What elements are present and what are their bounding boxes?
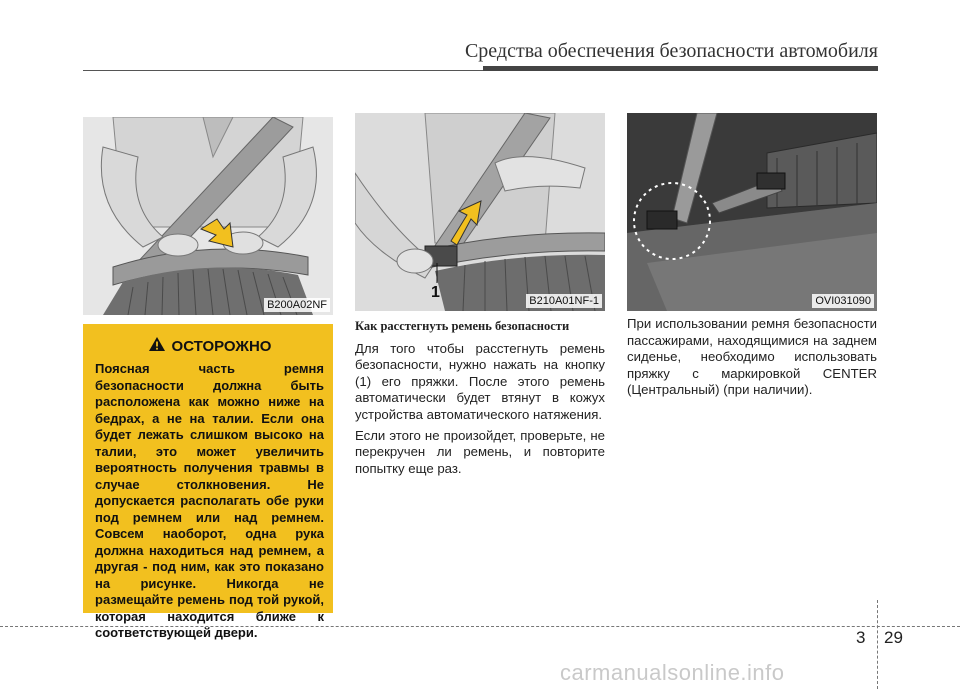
- figure-lap-belt-position: [83, 117, 333, 315]
- warning-header: [95, 336, 324, 357]
- header-rule: [83, 70, 483, 71]
- warning-box: [83, 324, 333, 640]
- illustration-lap-belt: [83, 117, 333, 315]
- illustration-rear-seat: [627, 113, 877, 311]
- figure-rear-seat-buckle: [627, 113, 877, 311]
- header-rule-thick: [483, 66, 878, 71]
- chapter-number: 3: [856, 628, 866, 647]
- watermark: carmanualsonline.info: [560, 660, 785, 685]
- paragraph: Для того чтобы расстегнуть ремень безопасности, нужно нажать на кнопку (1) его пряжки. После этого ремень автоматически будет втянут в кожух устройства автоматического натяжения.: [355, 340, 605, 422]
- figure-code-label: OVI031090: [812, 294, 874, 308]
- footer-rule: [0, 626, 960, 627]
- footer-divider: [877, 600, 878, 689]
- figure-unbuckle: [355, 113, 605, 311]
- warning-text: Поясная часть ремня безопасности должна быть расположена как можно ниже на бедрах, а не на талии. Если она будет лежать слишком высоко на талии, это может увеличить вероятность получения травмы в случае столкновения. Не допускается располагать обе руки под ремнем или над ремнем. Совсем наоборот, одна рука должна находиться над ремнем, а другая - под ним, как это показано на рисунке. Никогда не размещайте ремень под той рукой, которая находится ближе к соответствующей двери.: [95, 361, 324, 640]
- middle-column: [355, 318, 605, 481]
- warning-title: ОСТОРОЖНО: [171, 338, 272, 355]
- section-subheading: Как расстегнуть ремень безопасности: [355, 319, 570, 333]
- right-column: [627, 316, 877, 403]
- figure-code-label: B200A02NF: [264, 298, 330, 312]
- figure-code-label: B210A01NF-1: [526, 294, 602, 308]
- paragraph: При использовании ремня безопасности пассажирами, находящимися на заднем сиденье, необходимо использовать пряжку с маркировкой CENTER (Центральный) (при наличии).: [627, 316, 877, 398]
- page-number: 29: [884, 628, 903, 647]
- paragraph: Если этого не произойдет, проверьте, не перекручен ли ремень, и повторите попытку еще раз.: [355, 427, 605, 476]
- callout-number: 1: [431, 284, 440, 301]
- page-header-title: Средства обеспечения безопасности автомобиля: [464, 40, 878, 62]
- illustration-unbuckle: [355, 113, 605, 311]
- warning-triangle-icon: [148, 336, 166, 357]
